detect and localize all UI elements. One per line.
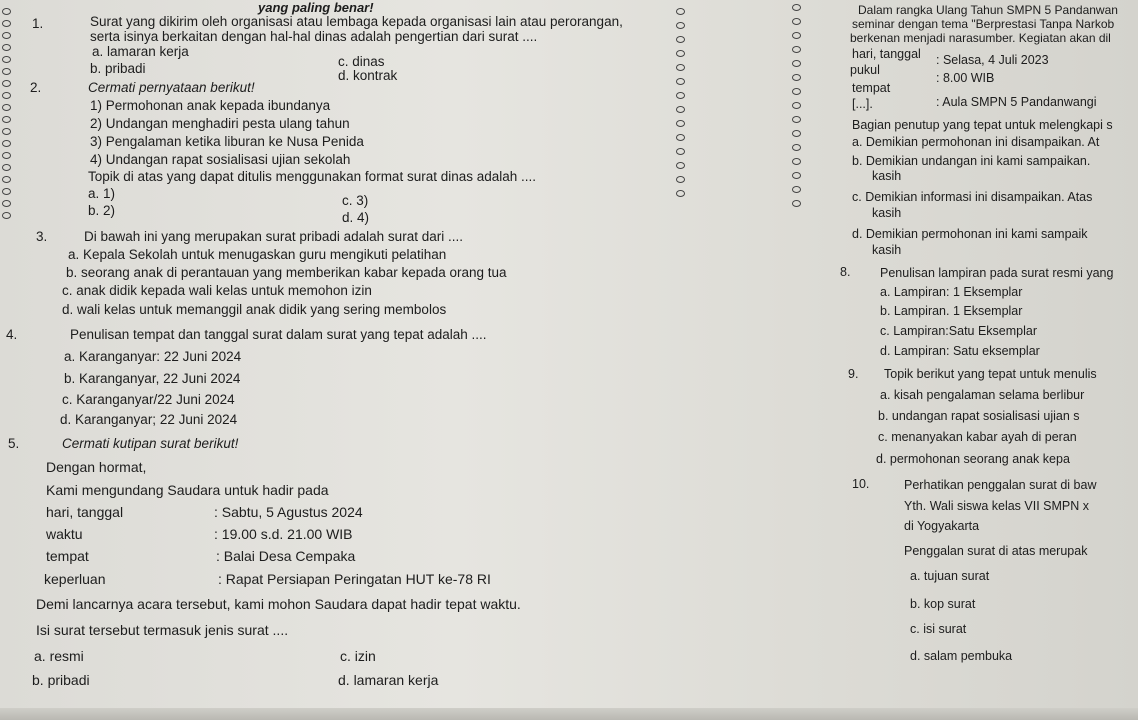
q8-option-c: c. Lampiran:Satu Eksemplar (880, 324, 1038, 338)
q5-stem: Isi surat tersebut termasuk jenis surat .... (36, 622, 289, 638)
letter-key-date: hari, tanggal (46, 504, 124, 520)
q9-option-d: d. permohonan seorang anak kepa (876, 452, 1070, 466)
right-p2: seminar dengan tema "Berprestasi Tanpa Narkob (852, 17, 1115, 31)
right-p1: Dalam rangka Ulang Tahun SMPN 5 Pandanwan (858, 3, 1118, 17)
q10-option-d: d. salam pembuka (910, 649, 1013, 663)
q9-option-a: a. kisah pengalaman selama berlibur (880, 388, 1085, 402)
q9-stem: Topik berikut yang tepat untuk menulis (884, 367, 1097, 381)
q7-option-b: b. Demikian undangan ini kami sampaikan. (852, 154, 1091, 168)
q10-option-a: a. tujuan surat (910, 569, 990, 583)
q8-option-d: d. Lampiran: Satu eksemplar (880, 344, 1040, 358)
right-ellipsis: [...]. (852, 97, 873, 111)
q1-number: 1. (32, 16, 44, 31)
right-val-time: : 8.00 WIB (936, 71, 995, 85)
q5-option-d: d. lamaran kerja (338, 672, 439, 688)
q5-number: 5. (8, 436, 20, 451)
q10-option-c: c. isi surat (910, 622, 967, 636)
q5-option-b: b. pribadi (32, 672, 90, 688)
q7-option-d: d. Demikian permohonan ini kami sampaik (852, 227, 1088, 241)
q7-option-a: a. Demikian permohonan ini disampaikan. At (852, 135, 1100, 149)
q4-option-d: d. Karanganyar; 22 Juni 2024 (60, 412, 238, 427)
q3-option-d: d. wali kelas untuk memanggil anak didik yang sering membolos (62, 302, 447, 317)
right-val-date: : Selasa, 4 Juli 2023 (936, 53, 1049, 67)
letter-val-date: : Sabtu, 5 Agustus 2024 (214, 504, 363, 520)
q3-number: 3. (36, 229, 48, 244)
q10-line3: di Yogyakarta (904, 519, 980, 533)
q8-stem: Penulisan lampiran pada surat resmi yang (880, 266, 1114, 280)
q5-title: Cermati kutipan surat berikut! (62, 436, 239, 451)
q10-line2: Yth. Wali siswa kelas VII SMPN x (904, 499, 1089, 513)
q2-option-c: c. 3) (342, 193, 369, 208)
q10-stem: Perhatikan penggalan surat di baw (904, 478, 1097, 492)
letter-val-time: : 19.00 s.d. 21.00 WIB (214, 526, 353, 542)
q1-option-d: d. kontrak (338, 68, 398, 83)
page-bottom-edge (0, 708, 1138, 720)
left-binding (0, 0, 14, 720)
q9-option-b: b. undangan rapat sosialisasi ujian s (878, 409, 1080, 423)
q2-statement-2: 2) Undangan menghadiri pesta ulang tahun (90, 116, 350, 131)
instruction-title: yang paling benar! (258, 0, 374, 15)
q2-statement-4: 4) Undangan rapat sosialisasi ujian sekolah (90, 152, 351, 167)
q4-option-c: c. Karanganyar/22 Juni 2024 (62, 392, 235, 407)
q9-number: 9. (848, 367, 859, 381)
q7-stem: Bagian penutup yang tepat untuk melengkapi s (852, 118, 1113, 132)
right-key-time: pukul (850, 63, 880, 77)
right-val-place: : Aula SMPN 5 Pandanwangi (936, 95, 1097, 109)
letter-greeting: Dengan hormat, (46, 459, 147, 475)
q7-option-c: c. Demikian informasi ini disampaikan. Atas (852, 190, 1093, 204)
q5-option-a: a. resmi (34, 648, 84, 664)
q2-stem: Topik di atas yang dapat ditulis menggunakan format surat dinas adalah .... (88, 169, 537, 184)
center-binding (674, 0, 688, 720)
q8-option-a: a. Lampiran: 1 Eksemplar (880, 285, 1023, 299)
q3-option-b: b. seorang anak di perantauan yang memberikan kabar kepada orang tua (66, 265, 507, 280)
right-key-place: tempat (852, 81, 891, 95)
letter-closing: Demi lancarnya acara tersebut, kami mohon Saudara dapat hadir tepat waktu. (36, 596, 521, 612)
q1-line2: serta isinya berkaitan dengan hal-hal dinas adalah pengertian dari surat .... (90, 29, 538, 44)
letter-val-purpose: : Rapat Persiapan Peringatan HUT ke-78 RI (218, 571, 491, 587)
q5-option-c: c. izin (340, 648, 376, 664)
q3-option-a: a. Kepala Sekolah untuk menugaskan guru mengikuti pelatihan (68, 247, 447, 262)
q1-option-a: a. lamaran kerja (92, 44, 189, 59)
q2-title: Cermati pernyataan berikut! (88, 80, 255, 95)
q3-stem: Di bawah ini yang merupakan surat pribadi adalah surat dari .... (84, 229, 463, 244)
q1-line1: Surat yang dikirim oleh organisasi atau lembaga kepada organisasi lain atau perorangan, (90, 14, 623, 29)
q8-number: 8. (840, 265, 851, 279)
q7-option-b-2: kasih (872, 169, 902, 183)
letter-key-time: waktu (46, 526, 83, 542)
q10-option-b: b. kop surat (910, 597, 976, 611)
q4-stem: Penulisan tempat dan tanggal surat dalam surat yang tepat adalah .... (70, 327, 487, 342)
letter-val-place: : Balai Desa Cempaka (216, 548, 356, 564)
letter-key-place: tempat (46, 548, 89, 564)
right-p3: berkenan menjadi narasumber. Kegiatan akan dil (850, 31, 1111, 45)
q2-option-d: d. 4) (342, 210, 370, 225)
q1-option-b: b. pribadi (90, 61, 146, 76)
letter-body: Kami mengundang Saudara untuk hadir pada (46, 482, 329, 498)
right-key-date: hari, tanggal (852, 47, 921, 61)
q4-number: 4. (6, 327, 18, 342)
q2-option-a: a. 1) (88, 186, 116, 201)
q4-option-b: b. Karanganyar, 22 Juni 2024 (64, 371, 241, 386)
q1-option-c: c. dinas (338, 54, 385, 69)
q2-option-b: b. 2) (88, 203, 116, 218)
q10-line4: Penggalan surat di atas merupak (904, 544, 1088, 558)
q3-option-c: c. anak didik kepada wali kelas untuk memohon izin (62, 283, 372, 298)
q2-statement-3: 3) Pengalaman ketika liburan ke Nusa Penida (90, 134, 364, 149)
q2-statement-1: 1) Permohonan anak kepada ibundanya (90, 98, 331, 113)
center-binding-2 (790, 0, 804, 720)
q9-option-c: c. menanyakan kabar ayah di peran (878, 430, 1077, 444)
q4-option-a: a. Karanganyar: 22 Juni 2024 (64, 349, 242, 364)
q8-option-b: b. Lampiran. 1 Eksemplar (880, 304, 1023, 318)
q7-option-c-2: kasih (872, 206, 902, 220)
q7-option-d-2: kasih (872, 243, 902, 257)
q10-number: 10. (852, 477, 870, 491)
q2-number: 2. (30, 80, 42, 95)
letter-key-purpose: keperluan (44, 571, 106, 587)
